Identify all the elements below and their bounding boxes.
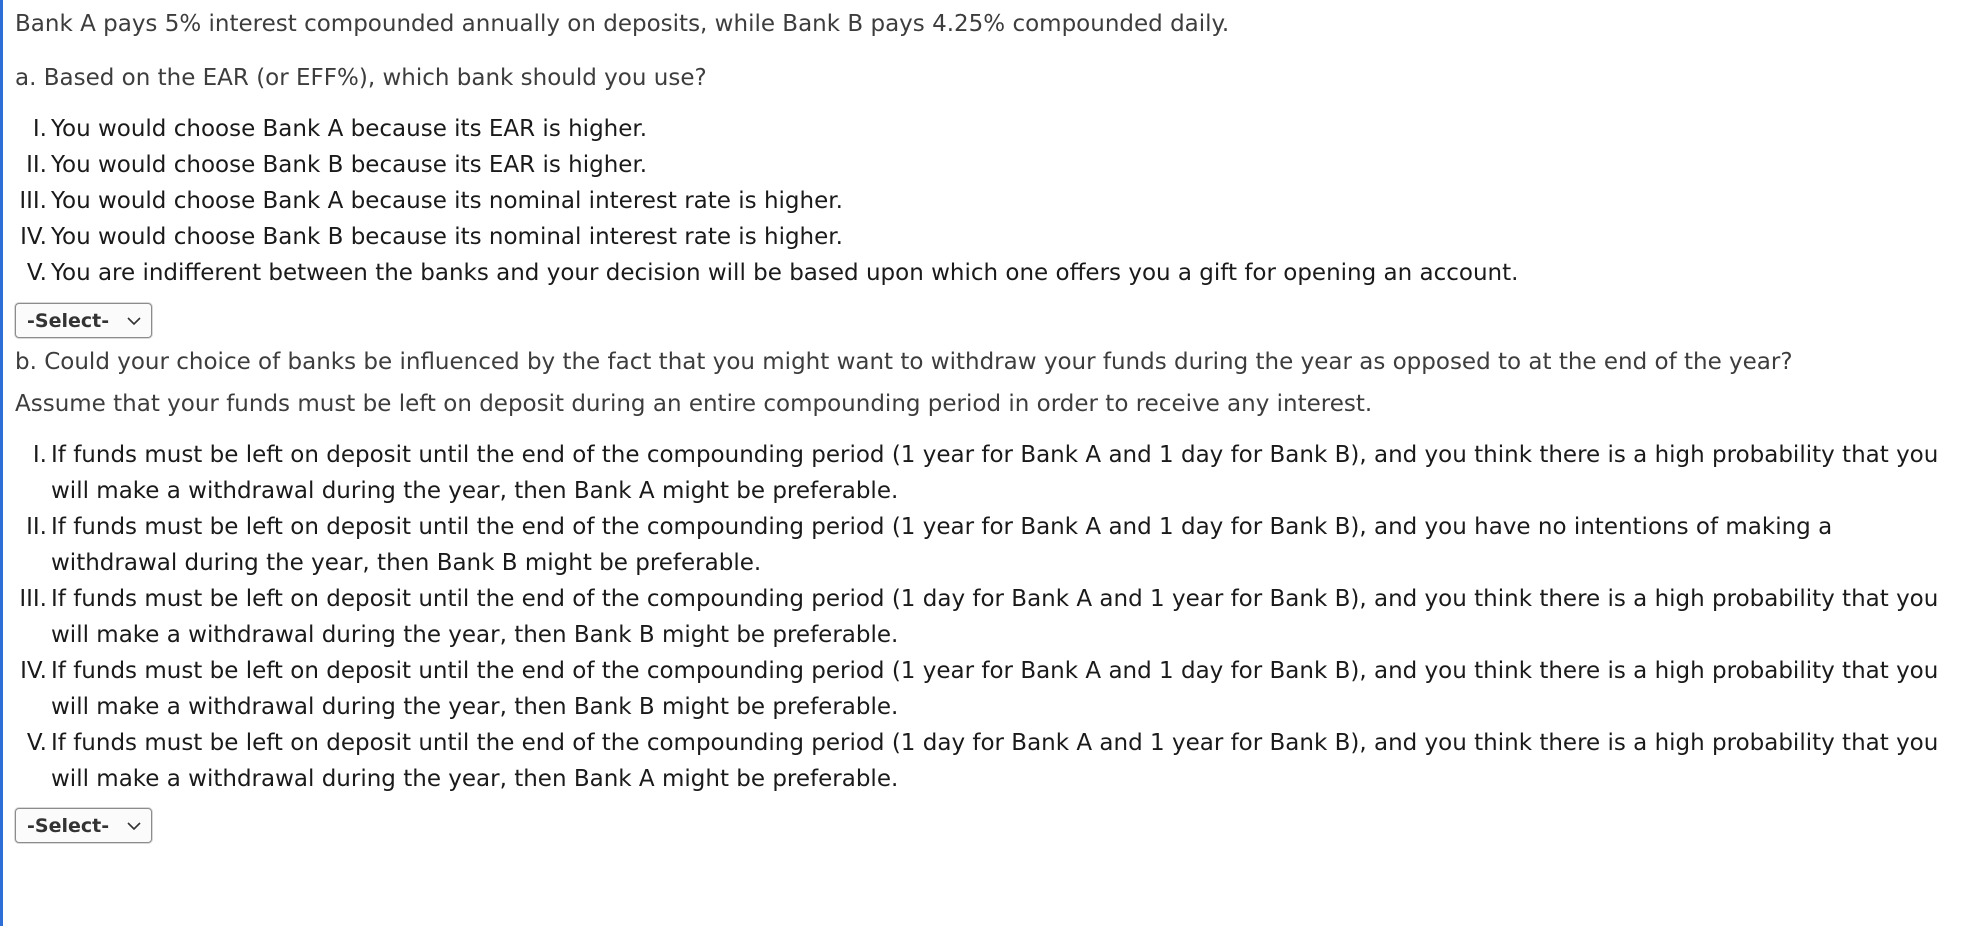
- part-b-answer-select[interactable]: [15, 808, 152, 843]
- option-text: If funds must be left on deposit until the end of the compounding period (1 year for Bank A and 1 day for Bank B), and you think there is a high probability that you will make a withdrawal during the year, then Bank A might be preferable.: [51, 442, 1939, 504]
- part-b-option-4: [15, 653, 1950, 725]
- option-text: If funds must be left on deposit until the end of the compounding period (1 day for Bank A and 1 year for Bank B), and you think there is a high probability that you will make a withdrawal during the year, then Bank A might be preferable.: [51, 730, 1939, 792]
- part-a-option-1: [15, 111, 1950, 147]
- option-number: V.: [26, 260, 47, 286]
- part-b-question: b. Could your choice of banks be influenced by the fact that you might want to withdraw your funds during the year as opposed to at the end of the year?: [15, 349, 1793, 375]
- option-text: If funds must be left on deposit until the end of the compounding period (1 year for Bank A and 1 day for Bank B), and you have no intentions of making a withdrawal during the year, then Bank B might be preferable.: [51, 514, 1833, 576]
- option-text: If funds must be left on deposit until the end of the compounding period (1 year for Bank A and 1 day for Bank B), and you think there is a high probability that you will make a withdrawal during the year, then Bank B might be preferable.: [51, 658, 1939, 720]
- part-b-options: [15, 437, 1950, 797]
- option-text: You would choose Bank B because its nominal interest rate is higher.: [51, 224, 843, 250]
- part-a-option-5: [15, 255, 1950, 291]
- option-text: If funds must be left on deposit until the end of the compounding period (1 day for Bank A and 1 year for Bank B), and you think there is a high probability that you will make a withdrawal during the year, then Bank B might be preferable.: [51, 586, 1939, 648]
- option-number: IV.: [20, 658, 47, 684]
- part-a-option-4: [15, 219, 1950, 255]
- select-value: -Select-: [27, 309, 110, 332]
- option-number: V.: [26, 730, 47, 756]
- part-a-answer-select[interactable]: [15, 303, 152, 338]
- option-number: I.: [32, 116, 47, 142]
- part-b-option-3: [15, 581, 1950, 653]
- part-b-option-2: [15, 509, 1950, 581]
- part-a-option-2: [15, 147, 1950, 183]
- option-text: You would choose Bank A because its EAR is higher.: [51, 116, 648, 142]
- select-value: -Select-: [27, 814, 110, 837]
- option-text: You would choose Bank A because its nominal interest rate is higher.: [51, 188, 843, 214]
- problem-intro: Bank A pays 5% interest compounded annually on deposits, while Bank B pays 4.25% compounded daily.: [15, 11, 1230, 37]
- part-a-question: a. Based on the EAR (or EFF%), which bank should you use?: [15, 65, 707, 91]
- chevron-down-icon: [127, 819, 141, 833]
- option-text: You would choose Bank B because its EAR is higher.: [51, 152, 648, 178]
- option-text: You are indifferent between the banks and your decision will be based upon which one offers you a gift for opening an account.: [51, 260, 1519, 286]
- option-number: III.: [19, 586, 47, 612]
- option-number: III.: [19, 188, 47, 214]
- option-number: IV.: [20, 224, 47, 250]
- part-a-option-3: [15, 183, 1950, 219]
- option-number: II.: [26, 514, 47, 540]
- part-a-options: [15, 111, 1950, 291]
- part-b-assumption: Assume that your funds must be left on deposit during an entire compounding period in order to receive any interest.: [15, 391, 1373, 417]
- part-b-option-1: [15, 437, 1950, 509]
- option-number: I.: [32, 442, 47, 468]
- option-number: II.: [26, 152, 47, 178]
- part-b-option-5: [15, 725, 1950, 797]
- chevron-down-icon: [127, 314, 141, 328]
